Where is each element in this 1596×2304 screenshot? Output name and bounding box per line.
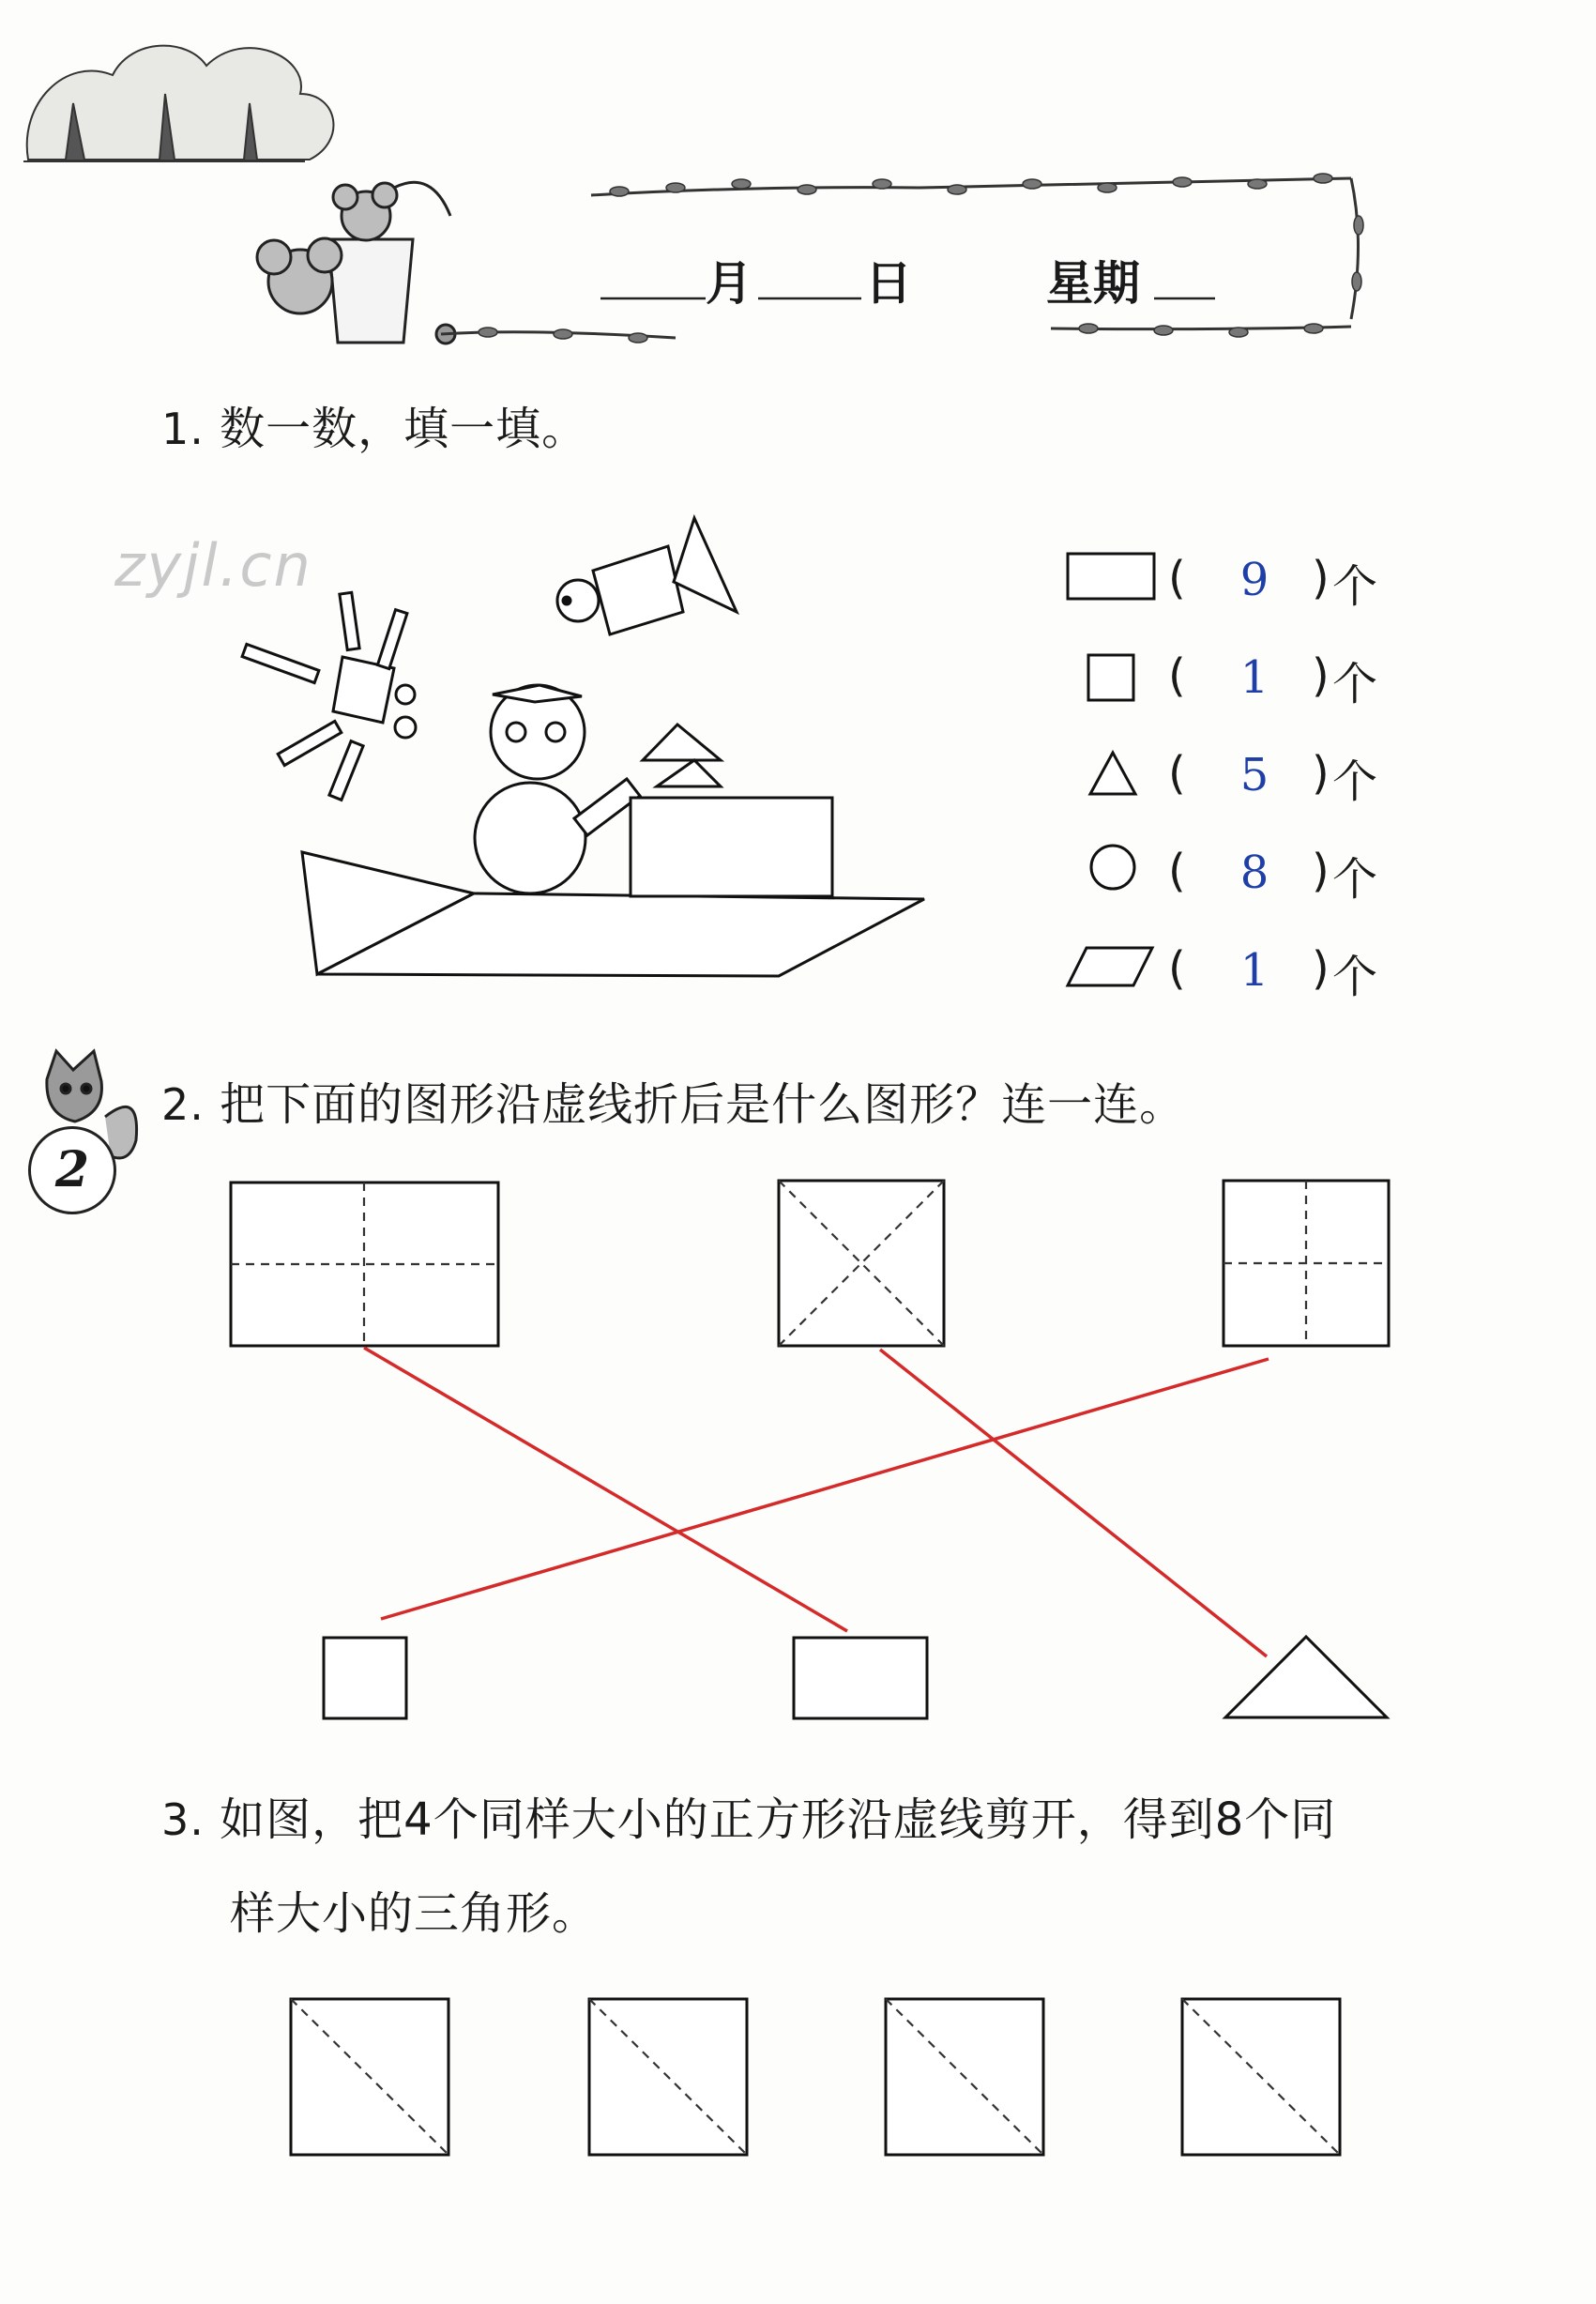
q3-number: 3. <box>161 1794 205 1845</box>
close-paren: ) <box>1312 942 1330 995</box>
page-number-badge: 2 <box>28 1126 116 1214</box>
watermark: zyjl.cn <box>114 531 312 600</box>
q3-line1: 如图，把4个同样大小的正方形沿虚线剪开，得到8个同 <box>220 1793 1337 1846</box>
month-label: 月 <box>706 256 752 311</box>
count-answer-triangle[interactable]: 5 <box>1239 749 1269 801</box>
unit-label: 个 <box>1332 951 1378 1003</box>
q2-number: 2. <box>161 1079 205 1130</box>
day-label: 日 <box>865 256 912 311</box>
weekday-label: 星期 <box>1046 256 1140 311</box>
open-paren: ( <box>1168 552 1186 604</box>
q3-line2: 样大小的三角形。 <box>230 1887 599 1940</box>
q2-text: 把下面的图形沿虚线折后是什么图形？连一连。 <box>220 1078 1186 1131</box>
unit-label: 个 <box>1332 658 1378 710</box>
q1-text: 数一数，填一填。 <box>220 403 588 455</box>
unit-label: 个 <box>1332 560 1378 613</box>
count-answer-square[interactable]: 1 <box>1239 651 1269 704</box>
close-paren: ) <box>1312 552 1330 604</box>
open-paren: ( <box>1168 649 1186 702</box>
open-paren: ( <box>1168 942 1186 995</box>
q1-number: 1. <box>161 404 205 454</box>
count-answer-circle[interactable]: 8 <box>1239 847 1269 899</box>
close-paren: ) <box>1312 747 1330 800</box>
open-paren: ( <box>1168 747 1186 800</box>
unit-label: 个 <box>1332 755 1378 808</box>
count-answer-parallelogram[interactable]: 1 <box>1239 944 1269 997</box>
count-answer-rectangle[interactable]: 9 <box>1239 554 1269 606</box>
open-paren: ( <box>1168 845 1186 897</box>
close-paren: ) <box>1312 649 1330 702</box>
unit-label: 个 <box>1332 853 1378 906</box>
close-paren: ) <box>1312 845 1330 897</box>
